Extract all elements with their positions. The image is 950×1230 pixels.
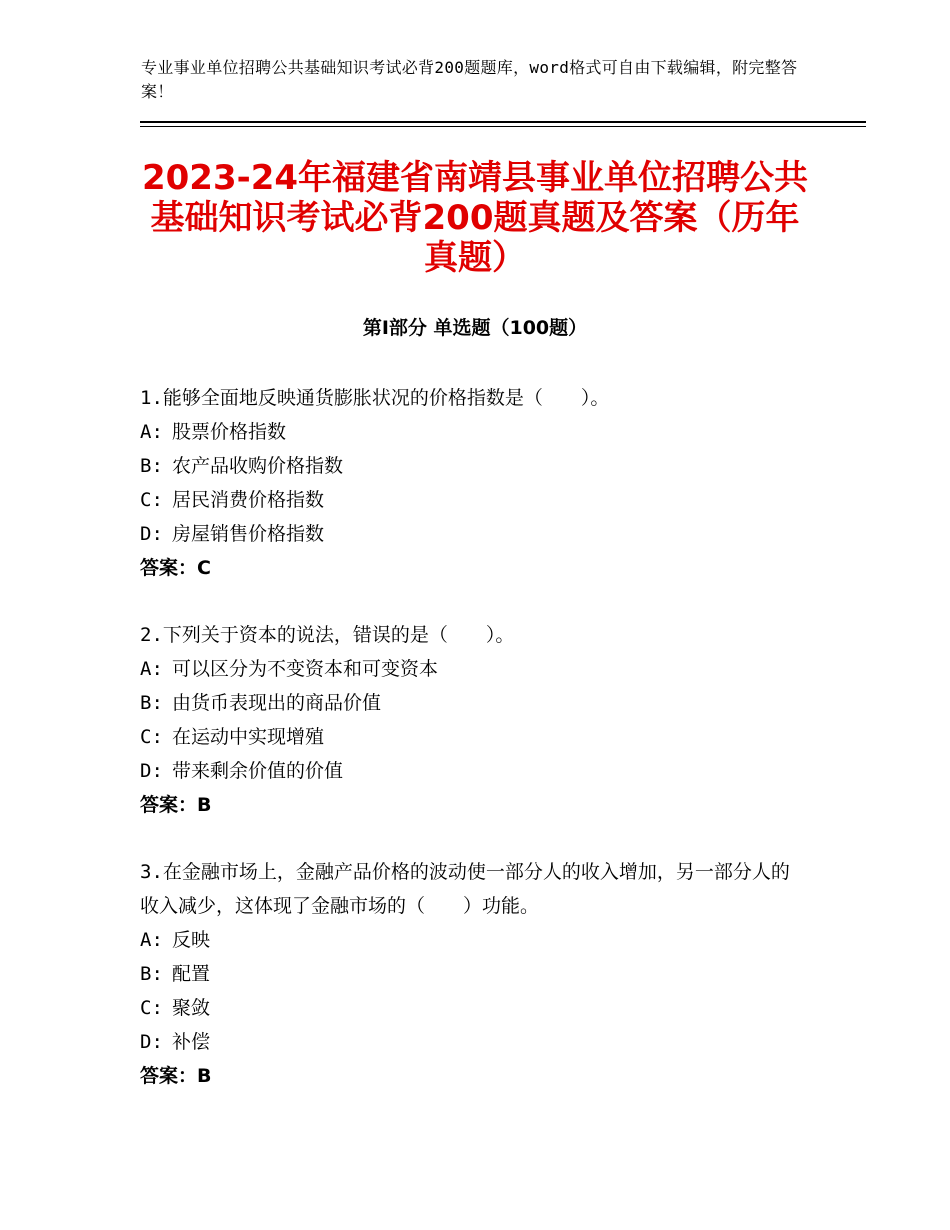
option-text: 在运动中实现增殖: [172, 726, 325, 748]
option-letter: C:: [140, 489, 163, 511]
question-1: [140, 381, 800, 585]
option-text: 反映: [172, 929, 211, 951]
option-c: [140, 720, 800, 754]
header-note: 专业事业单位招聘公共基础知识考试必背200题题库，word格式可自由下载编辑，附完整答案！: [141, 58, 798, 101]
option-text: 农产品收购价格指数: [172, 455, 344, 477]
question-2: [140, 618, 800, 822]
option-a: [140, 415, 800, 449]
option-text: 聚敛: [172, 997, 211, 1019]
option-b: [140, 686, 800, 720]
option-letter: B:: [140, 963, 163, 985]
option-letter: A:: [140, 421, 163, 443]
option-text: 股票价格指数: [172, 421, 287, 443]
header-divider-thin: [140, 126, 866, 127]
option-letter: C:: [140, 726, 163, 748]
option-text: 可以区分为不变资本和可变资本: [172, 658, 439, 680]
option-text: 补偿: [172, 1031, 211, 1053]
question-text: 3.在金融市场上，金融产品价格的波动使一部分人的收入增加，另一部分人的收入减少，这体现了金融市场的（ ）功能。: [140, 861, 790, 917]
option-letter: B:: [140, 455, 163, 477]
option-c: [140, 991, 800, 1025]
option-text: 由货币表现出的商品价值: [172, 692, 382, 714]
option-letter: A:: [140, 658, 163, 680]
option-text: 配置: [172, 963, 211, 985]
option-d: [140, 517, 800, 551]
option-a: [140, 923, 800, 957]
option-letter: A:: [140, 929, 163, 951]
option-text: 带来剩余价值的价值: [172, 760, 344, 782]
option-d: [140, 1025, 800, 1059]
question-3: [140, 855, 800, 1093]
question-list: [140, 381, 800, 1126]
option-text: 居民消费价格指数: [172, 489, 325, 511]
option-letter: D:: [140, 1031, 163, 1053]
option-text: 房屋销售价格指数: [172, 523, 325, 545]
option-letter: B:: [140, 692, 163, 714]
answer-line: 答案：C: [140, 557, 211, 579]
question-text: 1.能够全面地反映通货膨胀状况的价格指数是（ ）。: [140, 387, 610, 409]
option-b: [140, 957, 800, 991]
option-c: [140, 483, 800, 517]
option-d: [140, 754, 800, 788]
answer-line: 答案：B: [140, 794, 212, 816]
option-letter: D:: [140, 760, 163, 782]
section-heading: 第Ⅰ部分 单选题（100题）: [362, 317, 588, 339]
answer-line: 答案：B: [140, 1065, 212, 1087]
option-a: [140, 652, 800, 686]
header-divider-thick: [140, 121, 866, 123]
document-title: 2023-24年福建省南靖县事业单位招聘公共基础知识考试必背200题真题及答案（历年真题）: [141, 158, 809, 278]
option-b: [140, 449, 800, 483]
option-letter: D:: [140, 523, 163, 545]
question-text: 2.下列关于资本的说法，错误的是（ ）。: [140, 624, 515, 646]
option-letter: C:: [140, 997, 163, 1019]
